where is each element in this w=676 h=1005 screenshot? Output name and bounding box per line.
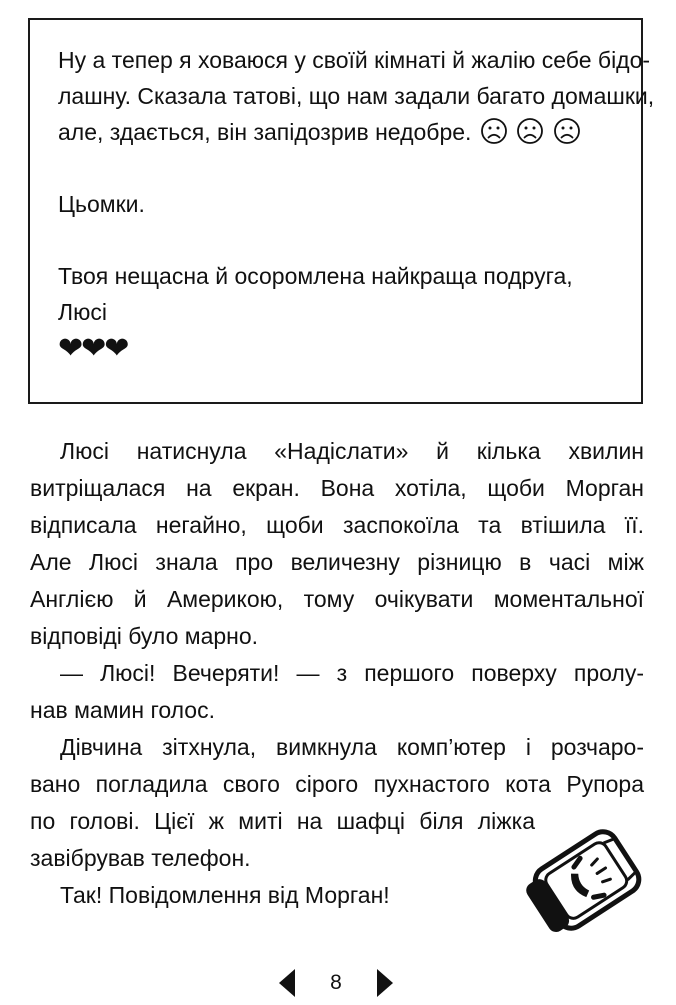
story-line: — Люсі! Вечеряти! — з першого поверху пролу- xyxy=(60,660,644,686)
letter-line-3-text: але, здається, він запідозрив недобре. xyxy=(58,119,472,145)
mobile-phone-icon xyxy=(505,808,670,966)
email-letter-box xyxy=(28,18,655,404)
letter-signature: Люсі xyxy=(58,299,107,325)
story-line: відписала негайно, щоби заспокоїла та втішила її. xyxy=(30,512,644,538)
story-line: завібрував телефон. xyxy=(30,845,251,871)
sad-face-icon xyxy=(480,117,508,145)
sad-face-icon xyxy=(516,117,544,145)
story-line: витріщалася на екран. Вона хотіла, щоби Морган xyxy=(30,475,644,501)
letter-line-2: лашну. Сказала татові, що нам задали багато домашки, xyxy=(58,83,655,109)
story-line: нав мамин голос. xyxy=(30,697,215,723)
sad-face-icon xyxy=(553,117,581,145)
letter-line-3 xyxy=(58,114,613,150)
story-line: Дівчина зітхнула, вимкнула комп’ютер і розчаро- xyxy=(60,734,644,760)
story-line: відповіді було марно. xyxy=(30,623,259,649)
story-line: вано погладила свого сірого пухнастого кота Рупора xyxy=(30,771,644,797)
story-line: Англією й Америкою, тому очікувати моментальної xyxy=(30,586,644,612)
letter-kisses: Цьомки. xyxy=(58,191,145,217)
story-line: Але Люсі знала про величезну різницю в часі між xyxy=(30,549,644,575)
story-line: по голові. Цієї ж миті на шафці біля ліжка xyxy=(30,808,535,834)
spacer xyxy=(58,222,613,258)
page-navigation xyxy=(0,966,676,1000)
story-line: Так! Повідомлення від Морган! xyxy=(60,882,390,908)
letter-line-1: Ну а тепер я ховаюся у своїй кімнаті й жалію себе бідо- xyxy=(58,47,651,73)
triangle-left-icon[interactable] xyxy=(276,966,298,1000)
page-number: 8 xyxy=(330,971,342,994)
story-line: Люсі натиснула «Надіслати» й кілька хвилин xyxy=(60,438,644,464)
letter-signoff: Твоя нещасна й осоромлена найкраща подруга, xyxy=(58,263,573,289)
triangle-right-icon[interactable] xyxy=(374,966,396,1000)
spacer xyxy=(58,150,613,186)
hearts-icon: ❤❤❤ xyxy=(58,332,128,365)
